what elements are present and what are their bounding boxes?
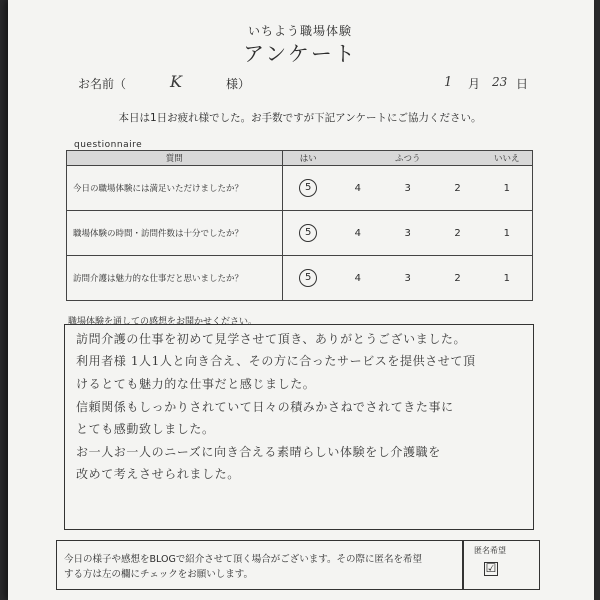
rating-option[interactable]: 3 (382, 211, 434, 256)
rating-option[interactable]: 4 (334, 211, 382, 256)
impression-line: 改めて考えさせられました。 (76, 467, 240, 481)
handwritten-name: K (170, 72, 182, 91)
questionnaire-label: questionnaire (74, 140, 143, 150)
name-prefix: お名前（ (78, 77, 127, 91)
impressions-label: 職場体験を通しての感想をお聞かせください。 (68, 317, 258, 327)
rating-option[interactable]: 1 (482, 166, 533, 211)
header-neutral: ふつう (382, 151, 434, 166)
footer-divider (462, 540, 464, 590)
date-month-label: 月 (468, 77, 481, 91)
anonymous-checkbox[interactable]: ☑ (485, 561, 497, 575)
intro-text: 本日は1日お疲れ様でした。お手数ですが下記アンケートにご協力ください。 (118, 112, 482, 124)
impression-line: お一人お一人のニーズに向き合える素晴らしい体験をし介護職を (76, 445, 441, 459)
rating-option[interactable]: 2 (434, 256, 482, 301)
impression-line: 信頼関係もしっかりされていて日々の積みかさねでされてきた事に (76, 400, 454, 414)
blog-consent-text-1: 今日の様子や感想をBLOGで紹介させて頂く場合がございます。その際に匿名を希望 (64, 554, 423, 565)
selected-rating-circle[interactable]: 5 (299, 224, 317, 242)
date-month-value: 1 (444, 75, 453, 90)
rating-option[interactable]: 2 (434, 211, 482, 256)
impression-line: とても感動致しました。 (76, 422, 215, 436)
header-question: 質問 (67, 151, 283, 166)
rating-option[interactable]: 3 (382, 256, 434, 301)
form-subtitle: いちよう職場体験 (247, 24, 352, 38)
question-text: 訪問介護は魅力的な仕事だと思いましたか？ (67, 256, 283, 301)
blog-consent-text-2: する方は左の欄にチェックをお願いします。 (64, 569, 253, 580)
selected-rating-circle[interactable]: 5 (299, 179, 317, 197)
impression-line: 利用者様 1人1人と向き合え、その方に合ったサービスを提供させて頂 (76, 354, 476, 368)
rating-option[interactable]: 1 (482, 256, 533, 301)
rating-option[interactable]: 4 (334, 256, 382, 301)
question-text: 職場体験の時間・訪問件数は十分でしたか？ (67, 211, 283, 256)
blog-consent-box (56, 540, 540, 590)
rating-option[interactable]: 4 (334, 166, 382, 211)
rating-option[interactable]: 2 (434, 166, 482, 211)
header-yes: はい (282, 151, 334, 166)
date-day-label: 日 (516, 77, 529, 91)
form-title: アンケート (243, 42, 357, 66)
impression-line: けるとても魅力的な仕事だと感じました。 (76, 377, 316, 391)
rating-option[interactable]: 1 (482, 211, 533, 256)
question-text: 今日の職場体験には満足いただけましたか？ (67, 166, 283, 211)
impression-line: 訪問介護の仕事を初めて見学させて頂き、ありがとうございました。 (76, 332, 467, 346)
name-suffix: 様） (226, 77, 251, 91)
table-row (67, 166, 533, 211)
table-row (67, 256, 533, 301)
header-no: いいえ (482, 151, 533, 166)
rating-option[interactable]: 3 (382, 166, 434, 211)
anonymous-label: 匿名希望 (474, 546, 506, 555)
questionnaire-table (66, 150, 533, 301)
selected-rating-circle[interactable]: 5 (299, 269, 317, 287)
date-day-value: 23 (492, 75, 508, 89)
table-header-row (67, 151, 533, 166)
table-row (67, 211, 533, 256)
